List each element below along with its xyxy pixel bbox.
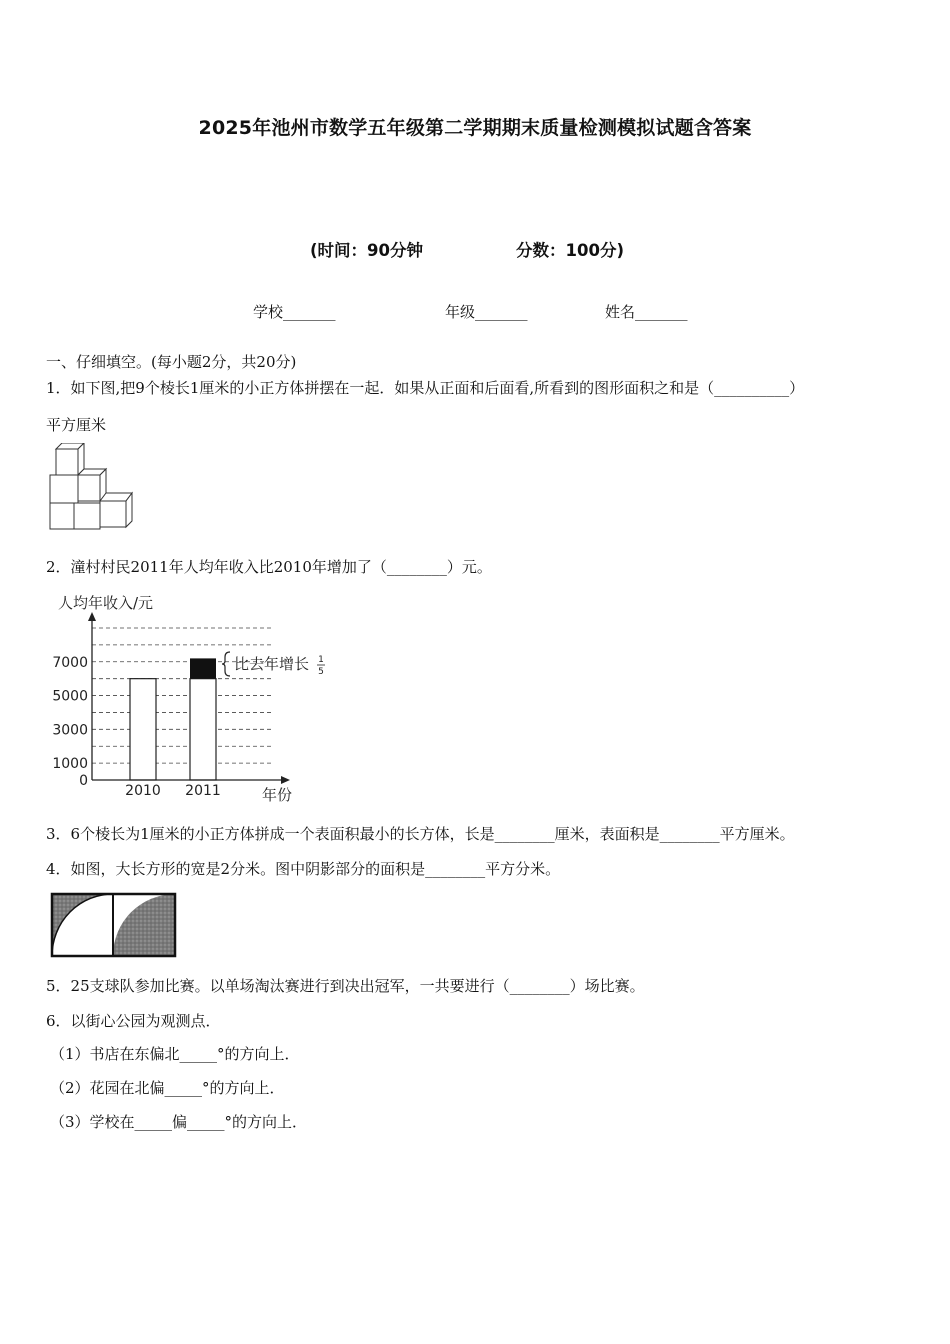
question-6-part-3: （3）学校在_____偏_____°的方向上． bbox=[50, 1113, 308, 1131]
exam-score: 分数：100分) bbox=[516, 241, 624, 260]
question-4: 4．如图，大长方形的宽是2分米。图中阴影部分的面积是________平方分米。 bbox=[46, 860, 561, 878]
school-field[interactable]: 学校_______ bbox=[253, 303, 336, 321]
y-tick-label: 1000 bbox=[52, 756, 88, 773]
bar-2011 bbox=[190, 679, 216, 780]
bar-2010 bbox=[130, 679, 156, 780]
y-tick-label: 7000 bbox=[52, 654, 88, 671]
page-title: 2025年池州市数学五年级第二学期期末质量检测模拟试题含答案 bbox=[198, 117, 752, 139]
exam-time: (时间：90分钟 bbox=[310, 241, 424, 260]
income-bar-chart bbox=[46, 588, 346, 808]
annotation-fraction-denominator: 5 bbox=[318, 667, 324, 677]
bar-increase-2011 bbox=[190, 658, 216, 678]
y-tick-label: 3000 bbox=[52, 722, 88, 739]
x-tick-label: 2011 bbox=[185, 783, 221, 799]
shaded-rectangle-figure bbox=[48, 892, 180, 960]
annotation-brace bbox=[222, 652, 230, 676]
question-1-continued: 平方厘米 bbox=[46, 416, 107, 434]
question-5: 5．25支球队参加比赛。以单场淘汰赛进行到决出冠军，一共要进行（________）场比赛。 bbox=[46, 977, 645, 995]
grade-field[interactable]: 年级_______ bbox=[445, 303, 528, 321]
cube-stack-figure bbox=[46, 443, 138, 531]
annotation-text: 比去年增长 bbox=[234, 655, 310, 673]
question-2: 2．潼村村民2011年人均年收入比2010年增加了（________）元。 bbox=[46, 558, 492, 576]
x-axis-arrow bbox=[281, 776, 290, 784]
question-6-part-2: （2）花园在北偏_____°的方向上． bbox=[50, 1079, 285, 1097]
name-field[interactable]: 姓名_______ bbox=[605, 303, 688, 321]
question-6-part-1: （1）书店在东偏北_____°的方向上． bbox=[50, 1045, 300, 1063]
x-axis-label: 年份 bbox=[262, 786, 293, 804]
question-1: 1．如下图,把9个棱长1厘米的小正方体拼摆在一起．如果从正面和后面看,所看到的图形面积之和是（__________） bbox=[46, 379, 805, 397]
x-tick-label: 2010 bbox=[125, 783, 161, 799]
y-tick-label: 5000 bbox=[52, 688, 88, 705]
section-heading: 一、仔细填空。(每小题2分，共20分) bbox=[46, 353, 297, 371]
y-axis-label: 人均年收入/元 bbox=[58, 594, 154, 612]
y-tick-label: 0 bbox=[79, 773, 88, 789]
annotation-fraction-numerator: 1 bbox=[318, 655, 324, 665]
y-axis-arrow bbox=[88, 612, 96, 621]
question-6: 6．以街心公园为观测点． bbox=[46, 1012, 221, 1030]
question-3: 3．6个棱长为1厘米的小正方体拼成一个表面积最小的长方体，长是________厘米，表面积是________平方厘米。 bbox=[46, 825, 795, 843]
